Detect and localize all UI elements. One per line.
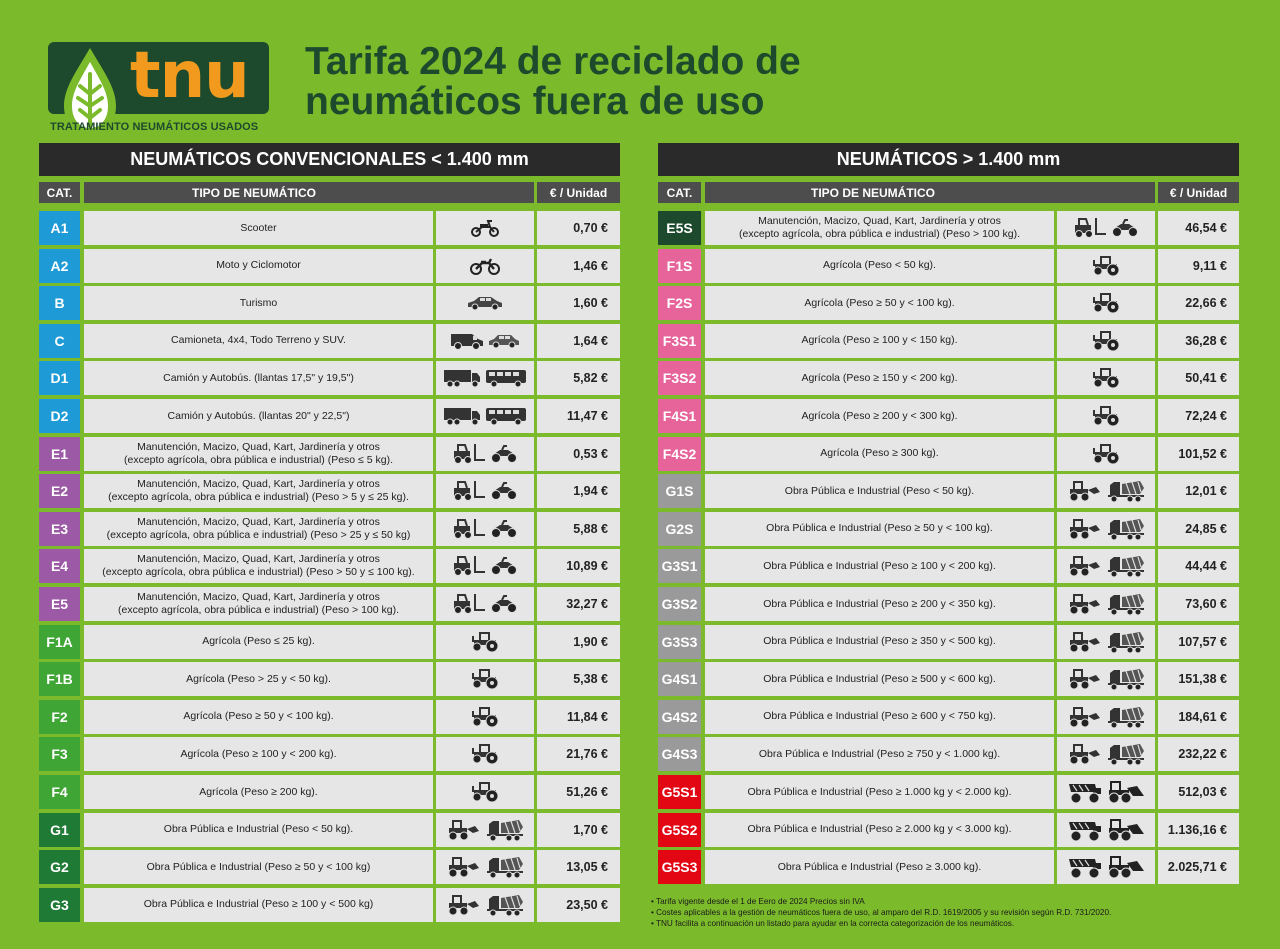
category-badge: F1S: [658, 249, 701, 283]
tire-type-description: Agrícola (Peso ≤ 25 kg).: [84, 625, 433, 659]
table-row: [658, 249, 1239, 283]
table-row: [658, 474, 1239, 508]
table-row: [658, 361, 1239, 395]
mixer-icon: [485, 818, 525, 842]
vehicle-icons: [1057, 850, 1155, 884]
category-badge: G4S1: [658, 662, 701, 696]
category-badge: E4: [39, 549, 80, 583]
category-badge: C: [39, 324, 80, 358]
unit-price: 1,70 €: [537, 813, 620, 847]
category-badge: G3S1: [658, 549, 701, 583]
category-badge: F4S2: [658, 437, 701, 471]
category-badge: D1: [39, 361, 80, 395]
vehicle-icons: [1057, 662, 1155, 696]
tire-type-description: Manutención, Macizo, Quad, Kart, Jardinería y otros (excepto agrícola, obra pública e industrial) (Peso > 100 kg).: [84, 587, 433, 621]
unit-price: 13,05 €: [537, 850, 620, 884]
forklift-icon: [1073, 217, 1107, 239]
tire-type-description: Obra Pública e Industrial (Peso ≥ 1.000 kg y < 2.000 kg).: [705, 775, 1054, 809]
vehicle-icons: [436, 625, 534, 659]
table-row: [39, 549, 620, 583]
unit-price: 73,60 €: [1158, 587, 1239, 621]
mixer-icon: [1106, 592, 1146, 616]
column-header-tipo: TIPO DE NEUMÁTICO: [705, 182, 1155, 203]
tire-type-description: Agrícola (Peso ≥ 300 kg).: [705, 437, 1054, 471]
page-title-line-1: Tarifa 2024 de reciclado de: [305, 40, 801, 83]
car-icon: [466, 295, 504, 311]
tire-type-description: Camioneta, 4x4, Todo Terreno y SUV.: [84, 324, 433, 358]
vehicle-icons: [436, 361, 534, 395]
dumper-icon: [1067, 818, 1103, 842]
unit-price: 101,52 €: [1158, 437, 1239, 471]
tractor-icon: [1089, 367, 1123, 389]
tire-type-description: Obra Pública e Industrial (Peso ≥ 50 y < 100 kg): [84, 850, 433, 884]
table-row: [39, 662, 620, 696]
tire-type-description: Agrícola (Peso ≥ 200 kg).: [84, 775, 433, 809]
category-badge: F3S2: [658, 361, 701, 395]
quad-icon: [1111, 218, 1139, 238]
table-row: [39, 700, 620, 734]
table-row: [39, 286, 620, 320]
mixer-icon: [1106, 705, 1146, 729]
tire-type-description: Camión y Autobús. (llantas 17,5" y 19,5"): [84, 361, 433, 395]
table-row: [658, 324, 1239, 358]
vehicle-icons: [436, 775, 534, 809]
mixer-icon: [485, 893, 525, 917]
vehicle-icons: [436, 587, 534, 621]
category-badge: F3S1: [658, 324, 701, 358]
motorcycle-icon: [470, 257, 500, 275]
unit-price: 5,88 €: [537, 512, 620, 546]
tire-type-description: Manutención, Macizo, Quad, Kart, Jardinería y otros (excepto agrícola, obra pública e industrial) (Peso > 5 y ≤ 25 kg).: [84, 474, 433, 508]
vehicle-icons: [1057, 512, 1155, 546]
unit-price: 512,03 €: [1158, 775, 1239, 809]
unit-price: 184,61 €: [1158, 700, 1239, 734]
category-badge: E5S: [658, 211, 701, 245]
tractor-icon: [1089, 292, 1123, 314]
loader-icon: [445, 819, 481, 841]
forklift-icon: [452, 555, 486, 577]
table-row: [658, 512, 1239, 546]
tire-type-description: Obra Pública e Industrial (Peso ≥ 100 y < 200 kg).: [705, 549, 1054, 583]
table-row: [658, 737, 1239, 771]
unit-price: 1,64 €: [537, 324, 620, 358]
tire-type-description: Obra Pública e Industrial (Peso < 50 kg).: [705, 474, 1054, 508]
vehicle-icons: [436, 211, 534, 245]
unit-price: 0,53 €: [537, 437, 620, 471]
column-header-cat: CAT.: [658, 182, 701, 203]
forklift-icon: [452, 443, 486, 465]
vehicle-icons: [1057, 211, 1155, 245]
category-badge: D2: [39, 399, 80, 433]
vehicle-icons: [436, 437, 534, 471]
mixer-icon: [1106, 630, 1146, 654]
tire-type-description: Obra Pública e Industrial (Peso ≥ 50 y < 100 kg).: [705, 512, 1054, 546]
unit-price: 21,76 €: [537, 737, 620, 771]
unit-price: 5,38 €: [537, 662, 620, 696]
brand-name: tnu: [130, 39, 249, 113]
category-badge: E3: [39, 512, 80, 546]
dumper-icon: [1067, 855, 1103, 879]
category-badge: F1A: [39, 625, 80, 659]
table-row: [39, 211, 620, 245]
vehicle-icons: [436, 324, 534, 358]
table-row: [658, 286, 1239, 320]
table-row: [658, 399, 1239, 433]
category-badge: F2S: [658, 286, 701, 320]
wheel-loader-icon: [1107, 855, 1145, 879]
unit-price: 11,84 €: [537, 700, 620, 734]
vehicle-icons: [436, 286, 534, 320]
table-header: NEUMÁTICOS CONVENCIONALES < 1.400 mm: [39, 143, 620, 176]
van-icon: [450, 331, 484, 351]
table-row: [658, 625, 1239, 659]
category-badge: E2: [39, 474, 80, 508]
tractor-icon: [468, 706, 502, 728]
unit-price: 10,89 €: [537, 549, 620, 583]
forklift-icon: [452, 593, 486, 615]
table-header: NEUMÁTICOS > 1.400 mm: [658, 143, 1239, 176]
vehicle-icons: [1057, 737, 1155, 771]
loader-icon: [1066, 480, 1102, 502]
unit-price: 0,70 €: [537, 211, 620, 245]
vehicle-icons: [1057, 286, 1155, 320]
tractor-icon: [468, 743, 502, 765]
dumper-icon: [1067, 780, 1103, 804]
table-row: [39, 888, 620, 922]
unit-price: 1,90 €: [537, 625, 620, 659]
footnote: • Costes aplicables a la gestión de neumáticos fuera de uso, al amparo del R.D. 1619/2005 y su revisión según R.D. 731/2020.: [651, 908, 1112, 917]
tire-type-description: Obra Pública e Industrial (Peso ≥ 350 y < 500 kg).: [705, 625, 1054, 659]
category-badge: G5S3: [658, 850, 701, 884]
tire-type-description: Manutención, Macizo, Quad, Kart, Jardinería y otros (excepto agrícola, obra pública e industrial) (Peso > 50 y ≤ 100 kg).: [84, 549, 433, 583]
category-badge: G4S2: [658, 700, 701, 734]
vehicle-icons: [1057, 813, 1155, 847]
unit-price: 23,50 €: [537, 888, 620, 922]
category-badge: F4S1: [658, 399, 701, 433]
vehicle-icons: [1057, 249, 1155, 283]
tire-type-description: Obra Pública e Industrial (Peso ≥ 3.000 kg).: [705, 850, 1054, 884]
wheel-loader-icon: [1107, 780, 1145, 804]
column-header-cat: CAT.: [39, 182, 80, 203]
tire-type-description: Manutención, Macizo, Quad, Kart, Jardinería y otros (excepto agrícola, obra pública e industrial) (Peso > 100 kg).: [705, 211, 1054, 245]
brand-subtitle: TRATAMIENTO NEUMÁTICOS USADOS: [50, 121, 259, 133]
tractor-icon: [468, 631, 502, 653]
unit-price: 151,38 €: [1158, 662, 1239, 696]
loader-icon: [445, 856, 481, 878]
unit-price: 50,41 €: [1158, 361, 1239, 395]
category-badge: E5: [39, 587, 80, 621]
vehicle-icons: [1057, 437, 1155, 471]
category-badge: G1S: [658, 474, 701, 508]
unit-price: 24,85 €: [1158, 512, 1239, 546]
tire-type-description: Obra Pública e Industrial (Peso ≥ 500 y < 600 kg).: [705, 662, 1054, 696]
vehicle-icons: [436, 662, 534, 696]
tire-type-description: Obra Pública e Industrial (Peso ≥ 200 y < 350 kg).: [705, 587, 1054, 621]
suv-icon: [488, 332, 520, 350]
table-row: [39, 474, 620, 508]
category-badge: G2: [39, 850, 80, 884]
footnote: • Tarifa vigente desde el 1 de Eero de 2024 Precios sin IVA: [651, 897, 865, 906]
category-badge: F1B: [39, 662, 80, 696]
table-row: [658, 587, 1239, 621]
unit-price: 1,46 €: [537, 249, 620, 283]
tire-type-description: Scooter: [84, 211, 433, 245]
table-row: [39, 512, 620, 546]
tire-type-description: Agrícola (Peso ≥ 100 y < 200 kg).: [84, 737, 433, 771]
category-badge: G5S1: [658, 775, 701, 809]
mixer-icon: [1106, 742, 1146, 766]
table-row: [658, 662, 1239, 696]
tire-type-description: Moto y Ciclomotor: [84, 249, 433, 283]
tire-type-description: Agrícola (Peso ≥ 100 y < 150 kg).: [705, 324, 1054, 358]
category-badge: F4: [39, 775, 80, 809]
column-header-price: € / Unidad: [537, 182, 620, 203]
table-row: [39, 775, 620, 809]
category-badge: G1: [39, 813, 80, 847]
truck-icon: [443, 406, 481, 426]
tire-type-description: Agrícola (Peso ≥ 200 y < 300 kg).: [705, 399, 1054, 433]
quad-icon: [490, 519, 518, 539]
table-row: [658, 437, 1239, 471]
category-badge: G3S3: [658, 625, 701, 659]
unit-price: 11,47 €: [537, 399, 620, 433]
loader-icon: [1066, 593, 1102, 615]
vehicle-icons: [1057, 700, 1155, 734]
loader-icon: [1066, 518, 1102, 540]
unit-price: 22,66 €: [1158, 286, 1239, 320]
tire-type-description: Agrícola (Peso ≥ 50 y < 100 kg).: [84, 700, 433, 734]
vehicle-icons: [1057, 474, 1155, 508]
bus-icon: [485, 406, 527, 426]
loader-icon: [1066, 555, 1102, 577]
category-badge: F2: [39, 700, 80, 734]
table-row: [39, 361, 620, 395]
category-badge: G3: [39, 888, 80, 922]
page-title-line-2: neumáticos fuera de uso: [305, 80, 765, 123]
table-row: [39, 850, 620, 884]
table-row: [658, 700, 1239, 734]
tire-type-description: Obra Pública e Industrial (Peso ≥ 600 y < 750 kg).: [705, 700, 1054, 734]
vehicle-icons: [436, 700, 534, 734]
column-header-tipo: TIPO DE NEUMÁTICO: [84, 182, 534, 203]
tire-type-description: Obra Pública e Industrial (Peso ≥ 2.000 kg y < 3.000 kg).: [705, 813, 1054, 847]
vehicle-icons: [436, 850, 534, 884]
quad-icon: [490, 481, 518, 501]
mixer-icon: [1106, 517, 1146, 541]
vehicle-icons: [1057, 399, 1155, 433]
mixer-icon: [1106, 479, 1146, 503]
bus-icon: [485, 368, 527, 388]
unit-price: 1,94 €: [537, 474, 620, 508]
vehicle-icons: [1057, 587, 1155, 621]
unit-price: 44,44 €: [1158, 549, 1239, 583]
table-row: [39, 587, 620, 621]
tire-type-description: Camión y Autobús. (llantas 20" y 22,5"): [84, 399, 433, 433]
category-badge: F3: [39, 737, 80, 771]
tractor-icon: [1089, 405, 1123, 427]
vehicle-icons: [436, 888, 534, 922]
mixer-icon: [485, 855, 525, 879]
tire-type-description: Turismo: [84, 286, 433, 320]
mixer-icon: [1106, 554, 1146, 578]
tire-type-description: Agrícola (Peso ≥ 50 y < 100 kg).: [705, 286, 1054, 320]
footnote: • TNU facilita a continuación un listado para ayudar en la correcta categorización de los neumáticos.: [651, 919, 1015, 928]
loader-icon: [1066, 743, 1102, 765]
unit-price: 32,27 €: [537, 587, 620, 621]
category-badge: E1: [39, 437, 80, 471]
vehicle-icons: [436, 249, 534, 283]
forklift-icon: [452, 480, 486, 502]
scooter-icon: [470, 219, 500, 237]
column-header-price: € / Unidad: [1158, 182, 1239, 203]
table-row: [39, 813, 620, 847]
tractor-icon: [1089, 255, 1123, 277]
vehicle-icons: [1057, 625, 1155, 659]
table-row: [658, 775, 1239, 809]
tire-type-description: Agrícola (Peso > 25 y < 50 kg).: [84, 662, 433, 696]
unit-price: 72,24 €: [1158, 399, 1239, 433]
tractor-icon: [1089, 330, 1123, 352]
tire-type-description: Manutención, Macizo, Quad, Kart, Jardinería y otros (excepto agrícola, obra pública e industrial) (Peso ≤ 5 kg).: [84, 437, 433, 471]
loader-icon: [445, 894, 481, 916]
forklift-icon: [452, 518, 486, 540]
loader-icon: [1066, 631, 1102, 653]
vehicle-icons: [436, 474, 534, 508]
category-badge: G3S2: [658, 587, 701, 621]
unit-price: 1.136,16 €: [1158, 813, 1239, 847]
unit-price: 1,60 €: [537, 286, 620, 320]
tractor-icon: [468, 668, 502, 690]
category-badge: A1: [39, 211, 80, 245]
mixer-icon: [1106, 667, 1146, 691]
tire-type-description: Agrícola (Peso < 50 kg).: [705, 249, 1054, 283]
unit-price: 51,26 €: [537, 775, 620, 809]
unit-price: 46,54 €: [1158, 211, 1239, 245]
quad-icon: [490, 594, 518, 614]
table-row: [658, 850, 1239, 884]
table-row: [658, 813, 1239, 847]
tire-type-description: Obra Pública e Industrial (Peso ≥ 750 y < 1.000 kg).: [705, 737, 1054, 771]
table-row: [39, 399, 620, 433]
truck-icon: [443, 368, 481, 388]
unit-price: 107,57 €: [1158, 625, 1239, 659]
table-row: [658, 549, 1239, 583]
quad-icon: [490, 444, 518, 464]
category-badge: G4S3: [658, 737, 701, 771]
tractor-icon: [468, 781, 502, 803]
category-badge: G5S2: [658, 813, 701, 847]
vehicle-icons: [1057, 549, 1155, 583]
table-row: [658, 211, 1239, 245]
brand-logo: [48, 39, 269, 114]
unit-price: 9,11 €: [1158, 249, 1239, 283]
table-row: [39, 249, 620, 283]
table-row: [39, 324, 620, 358]
table-row: [39, 625, 620, 659]
table-row: [39, 737, 620, 771]
table-row: [39, 437, 620, 471]
vehicle-icons: [436, 512, 534, 546]
loader-icon: [1066, 668, 1102, 690]
quad-icon: [490, 556, 518, 576]
unit-price: 12,01 €: [1158, 474, 1239, 508]
vehicle-icons: [436, 549, 534, 583]
tire-type-description: Obra Pública e Industrial (Peso ≥ 100 y < 500 kg): [84, 888, 433, 922]
vehicle-icons: [1057, 324, 1155, 358]
unit-price: 232,22 €: [1158, 737, 1239, 771]
unit-price: 36,28 €: [1158, 324, 1239, 358]
loader-icon: [1066, 706, 1102, 728]
category-badge: G2S: [658, 512, 701, 546]
unit-price: 5,82 €: [537, 361, 620, 395]
wheel-loader-icon: [1107, 818, 1145, 842]
footnotes: [651, 896, 1111, 929]
category-badge: B: [39, 286, 80, 320]
vehicle-icons: [1057, 775, 1155, 809]
tractor-icon: [1089, 443, 1123, 465]
vehicle-icons: [436, 813, 534, 847]
vehicle-icons: [436, 399, 534, 433]
page-title: [305, 42, 801, 122]
tire-type-description: Obra Pública e Industrial (Peso < 50 kg).: [84, 813, 433, 847]
vehicle-icons: [436, 737, 534, 771]
unit-price: 2.025,71 €: [1158, 850, 1239, 884]
tire-type-description: Agrícola (Peso ≥ 150 y < 200 kg).: [705, 361, 1054, 395]
category-badge: A2: [39, 249, 80, 283]
vehicle-icons: [1057, 361, 1155, 395]
tire-type-description: Manutención, Macizo, Quad, Kart, Jardinería y otros (excepto agrícola, obra pública e industrial) (Peso > 25 y ≤ 50 kg): [84, 512, 433, 546]
